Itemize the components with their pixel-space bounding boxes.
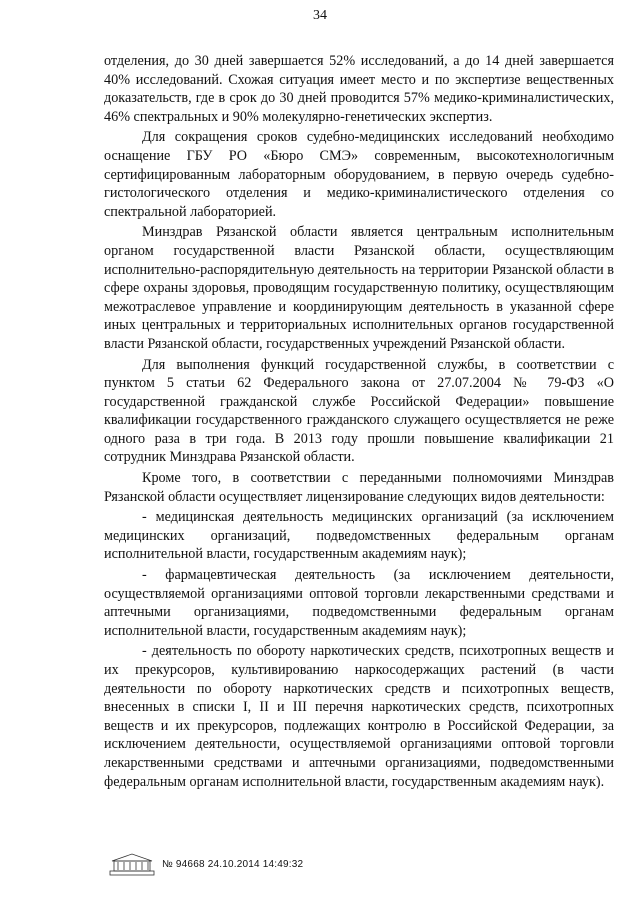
paragraph: Кроме того, в соответствии с переданными полномочиями Минздрав Рязанской области осуществляет лицензирование следующих видов деятельности: xyxy=(104,470,614,505)
list-item: - медицинская деятельность медицинских организаций (за исключением медицинских организаций, подведомственных федеральным органам исполнительной власти, государственным академиям наук); xyxy=(104,509,614,563)
paragraph: Для выполнения функций государственной службы, в соответствии с пунктом 5 статьи 62 Федерального закона от 27.07.2004 № 79-ФЗ «О государственной гражданской службе Российской Федерации» повышение квалификации государственного гражданского служащего осуществляется не реже одного раза в три года. В 2013 году прошли повышение квалификации 21 сотрудник Минздрава Рязанской области. xyxy=(104,356,614,466)
document-body xyxy=(104,52,614,793)
page-number: 34 xyxy=(313,8,327,23)
registration-stamp: № 94668 24.10.2014 14:49:32 xyxy=(162,858,304,870)
list-item: - деятельность по обороту наркотических средств, психотропных веществ и их прекурсоров, культивированию наркосодержащих растений (в части деятельности по обороту наркотических средств и психотропных веществ, внесенных в списки I, II и III перечня наркотических средств, психотропных веществ и их прекурсоров, подлежащих контролю в Российской Федерации, за исключением деятельности, осуществляемой организациями оптовой торговли лекарственными средствами и аптечными организациями, подведомственными федеральным органам исполнительной власти, государственным академиям наук). xyxy=(104,643,614,790)
list-item: - фармацевтическая деятельность (за исключением деятельности, осуществляемой организациями оптовой торговли лекарственными средствами и аптечными организациями, подведомственными федеральным органам исполнительной власти, государственным академиям наук); xyxy=(104,567,614,639)
paragraph: отделения, до 30 дней завершается 52% исследований, а до 14 дней завершается 40% исследований. Схожая ситуация имеет место и по экспертизе вещественных доказательств, где в срок до 30 дней проводится 57% медико-криминалистических, 46% спектральных и 90% молекулярно-генетических экспертиз. xyxy=(104,53,614,125)
paragraph: Для сокращения сроков судебно-медицинских исследований необходимо оснащение ГБУ РО «Бюро СМЭ» современным, высокотехнологичным сертифицированным лабораторным оборудованием, в первую очередь судебно-гистологического отделения и медико-криминалистического отделения со спектральной лабораторией. xyxy=(104,129,614,220)
building-logo-icon xyxy=(108,851,156,877)
footer-stamp-area xyxy=(108,851,303,877)
paragraph: Минздрав Рязанской области является центральным исполнительным органом государственной власти Рязанской области, осуществляющим исполнительно-распорядительную деятельность на территории Рязанской области в сфере охраны здоровья, проводящим государственную политику, осуществляющим межотраслевое управление и координирующим деятельность в указанной сфере иных центральных и территориальных исполнительных органов государственной власти Рязанской области, государственных учреждений Рязанской области. xyxy=(104,224,614,352)
